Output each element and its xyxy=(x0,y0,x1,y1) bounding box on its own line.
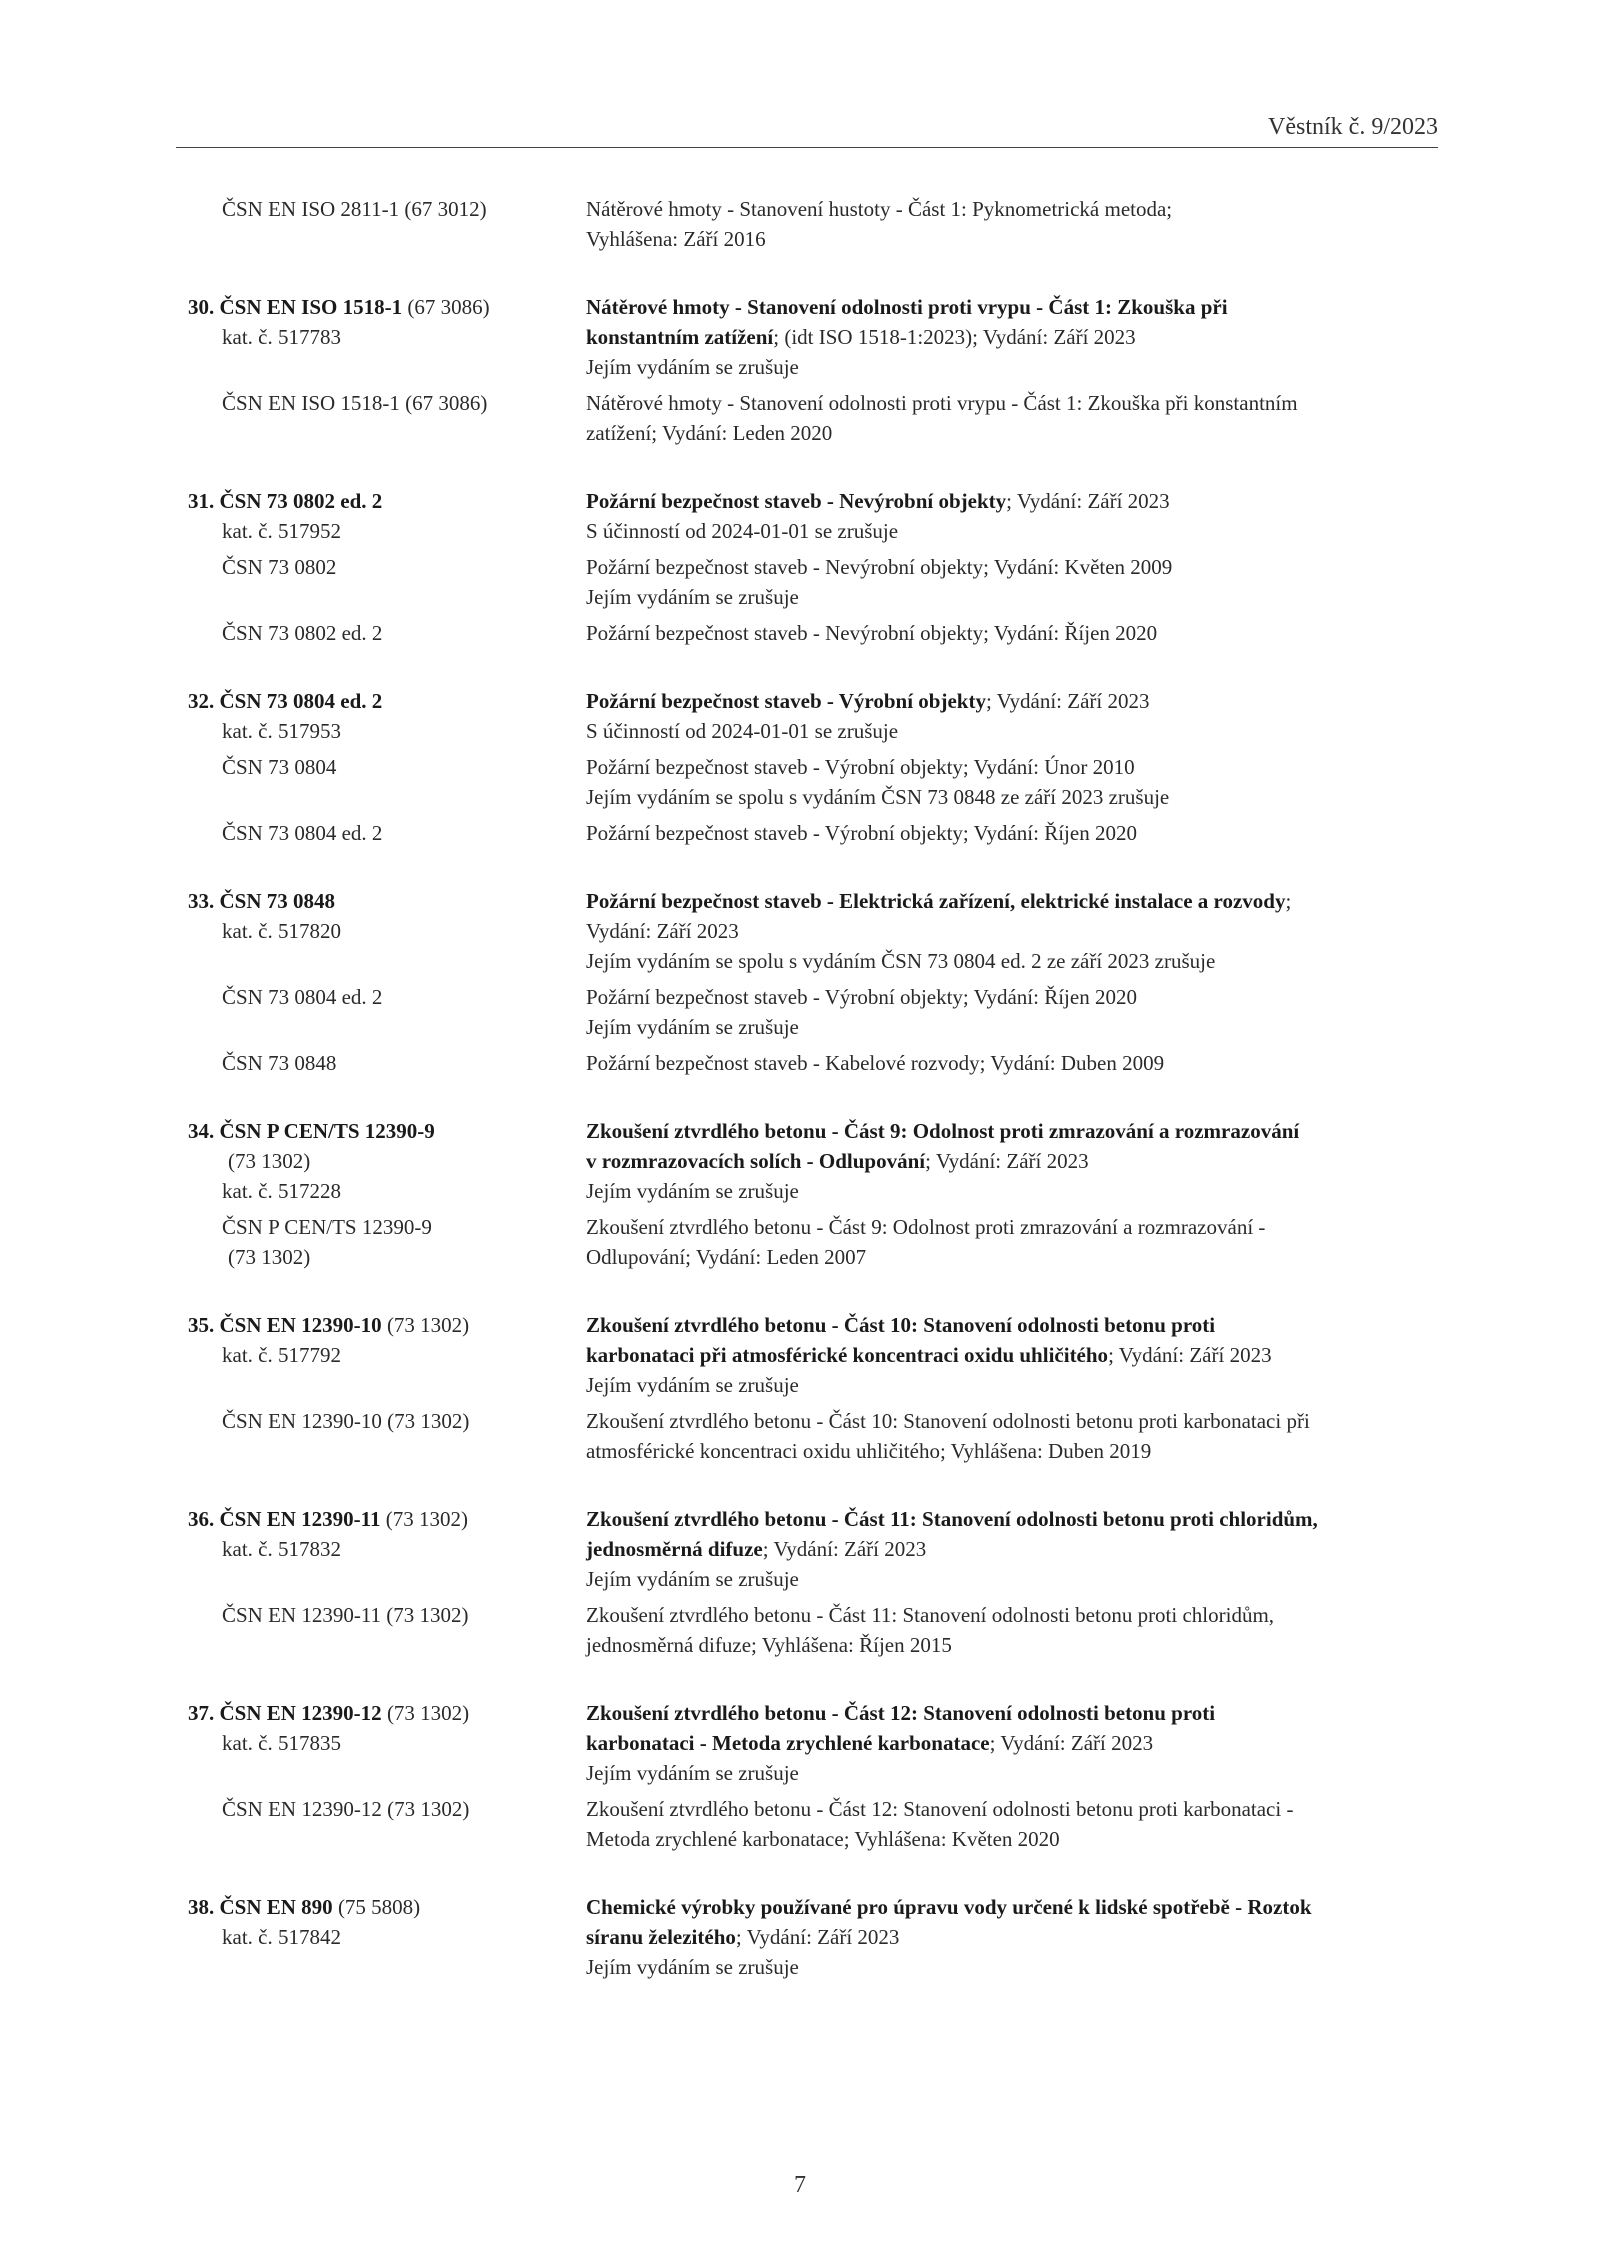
standard-code xyxy=(176,686,586,746)
entry-34 xyxy=(176,1116,1438,1272)
standard-description: Požární bezpečnost staveb - Nevýrobní objekty; Vydání: Září 2023 S účinností od 2024-01-01 se zrušuje xyxy=(586,489,1170,543)
withdrawn-standard-row: ČSN EN ISO 1518-1 (67 3086) Nátěrové hmoty - Stanovení odolnosti proti vrypu - Část 1: Zkouška při konstantním zatížení; Vydání: Leden 2020 xyxy=(222,391,1298,445)
standard-description: Zkoušení ztvrdlého betonu - Část 11: Stanovení odolnosti betonu proti chloridům, jednosměrná difuze; Vydání: Září 2023 Jejím vydáním se zrušuje xyxy=(586,1507,1318,1591)
new-standard-row xyxy=(176,486,1438,546)
entry-32 xyxy=(176,686,1438,848)
page-header xyxy=(176,112,1438,148)
entry-continuation xyxy=(176,194,1438,254)
entry-number-code: 37. ČSN EN 12390-12 xyxy=(188,1701,382,1725)
new-standard-row xyxy=(176,1504,1438,1594)
withdrawn-standard-row xyxy=(176,194,1438,254)
withdrawn-standard-row: ČSN 73 0804 Požární bezpečnost staveb - Výrobní objekty; Vydání: Únor 2010 Jejím vydáním se spolu s vydáním ČSN 73 0848 ze září 2023 zrušuje xyxy=(222,755,1170,809)
standard-code xyxy=(176,886,586,976)
standard-code: 38. ČSN EN 890 (75 5808) kat. č. 517842 xyxy=(176,1892,586,1982)
new-standard-row xyxy=(176,1116,1438,1206)
standard-description: Zkoušení ztvrdlého betonu - Část 10: Stanovení odolnosti betonu proti karbonataci při atmosférické koncentraci oxidu uhličitého; Vydání: Září 2023 Jejím vydáním se zrušuje xyxy=(586,1313,1272,1397)
catalog-number: kat. č. 517783 xyxy=(222,325,341,349)
withdrawn-standard-row: ČSN EN 12390-11 (73 1302) Zkoušení ztvrdlého betonu - Část 11: Stanovení odolnosti betonu proti chloridům, jednosměrná difuze; Vyhlášena: Říjen 2015 xyxy=(222,1603,1275,1657)
entry-number-code: 32. ČSN 73 0804 ed. 2 xyxy=(188,689,383,713)
standard-code xyxy=(176,1116,586,1206)
standard-description: Zkoušení ztvrdlého betonu - Část 12: Stanovení odolnosti betonu proti karbonataci - Metoda zrychlené karbonatace; Vydání: Září 2023 Jejím vydáním se zrušuje xyxy=(586,1701,1216,1785)
standard-description: Zkoušení ztvrdlého betonu - Část 9: Odolnost proti zmrazování a rozmrazování v rozmrazovacích solích - Odlupování; Vydání: Září 2023 Jejím vydáním se zrušuje xyxy=(586,1119,1300,1203)
catalog-number: kat. č. 517952 xyxy=(222,519,341,543)
withdrawn-standard-row: ČSN EN 12390-10 (73 1302) Zkoušení ztvrdlého betonu - Část 10: Stanovení odolnosti betonu proti karbonataci při atmosférické koncentraci oxidu uhličitého; Vyhlášena: Duben 2019 xyxy=(222,1409,1310,1463)
entry-number-code: 35. ČSN EN 12390-10 xyxy=(188,1313,382,1337)
new-standard-row xyxy=(176,886,1438,976)
entry-number-code: 34. ČSN P CEN/TS 12390-9 xyxy=(188,1119,435,1143)
standard-code: 36. ČSN EN 12390-11 (73 1302) kat. č. 517832 xyxy=(176,1504,586,1594)
withdrawn-standard-row: ČSN 73 0802 ed. 2 Požární bezpečnost staveb - Nevýrobní objekty; Vydání: Říjen 2020 xyxy=(222,621,1158,645)
standard-description: Požární bezpečnost staveb - Elektrická zařízení, elektrické instalace a rozvody; Vydání: Září 2023 Jejím vydáním se spolu s vydáním ČSN 73 0804 ed. 2 ze září 2023 zrušuje xyxy=(586,889,1292,973)
document-body xyxy=(176,194,1438,2020)
new-standard-row xyxy=(176,1310,1438,1400)
standard-description: Chemické výrobky používané pro úpravu vody určené k lidské spotřebě - Roztok síranu železitého; Vydání: Září 2023 Jejím vydáním se zrušuje xyxy=(586,1895,1312,1979)
catalog-number: kat. č. 517832 xyxy=(222,1537,341,1561)
entry-38 xyxy=(176,1892,1438,1982)
catalog-number: kat. č. 517953 xyxy=(222,719,341,743)
standard-description: Nátěrové hmoty - Stanovení hustoty - Část 1: Pyknometrická metoda; Vyhlášena: Září 2016 xyxy=(586,197,1173,251)
standard-code: 37. ČSN EN 12390-12 (73 1302) kat. č. 517835 xyxy=(176,1698,586,1788)
withdrawn-standard-row: ČSN P CEN/TS 12390-9 (73 1302) Zkoušení ztvrdlého betonu - Část 9: Odolnost proti zmrazování a rozmrazování - Odlupování; Vydání: Leden 2007 xyxy=(222,1215,1266,1269)
page-number: 7 xyxy=(794,2172,806,2198)
classification-code: (73 1302) xyxy=(228,1149,311,1173)
entry-number-code: 31. ČSN 73 0802 ed. 2 xyxy=(188,489,383,513)
entry-number-code: 36. ČSN EN 12390-11 xyxy=(188,1507,381,1531)
entry-30 xyxy=(176,292,1438,448)
catalog-number: kat. č. 517228 xyxy=(222,1179,341,1203)
standard-code: ČSN EN ISO 2811-1 (67 3012) xyxy=(222,197,487,221)
entry-number-code: 30. ČSN EN ISO 1518-1 xyxy=(188,295,403,319)
new-standard-row xyxy=(176,1892,1438,1982)
entry-number-code: 38. ČSN EN 890 xyxy=(188,1895,333,1919)
standard-code: 35. ČSN EN 12390-10 (73 1302) kat. č. 517792 xyxy=(176,1310,586,1400)
standard-description: Požární bezpečnost staveb - Výrobní objekty; Vydání: Září 2023 S účinností od 2024-01-01 se zrušuje xyxy=(586,689,1150,743)
standard-code: 30. ČSN EN ISO 1518-1 (67 3086) kat. č. 517783 xyxy=(176,292,586,382)
withdrawn-standard-row: ČSN 73 0802 Požární bezpečnost staveb - Nevýrobní objekty; Vydání: Květen 2009 Jejím vydáním se zrušuje xyxy=(222,555,1173,609)
entry-36 xyxy=(176,1504,1438,1660)
journal-title: Věstník č. 9/2023 xyxy=(1268,114,1438,140)
withdrawn-standard-row: ČSN 73 0848 Požární bezpečnost staveb - Kabelové rozvody; Vydání: Duben 2009 xyxy=(222,1051,1165,1075)
entry-31 xyxy=(176,486,1438,648)
catalog-number: kat. č. 517792 xyxy=(222,1343,341,1367)
entry-33 xyxy=(176,886,1438,1078)
entry-35 xyxy=(176,1310,1438,1466)
new-standard-row xyxy=(176,686,1438,746)
new-standard-row xyxy=(176,292,1438,382)
catalog-number: kat. č. 517820 xyxy=(222,919,341,943)
new-standard-row xyxy=(176,1698,1438,1788)
standard-description: Nátěrové hmoty - Stanovení odolnosti proti vrypu - Část 1: Zkouška při konstantním zatížení; (idt ISO 1518-1:2023); Vydání: Září 2023 Jejím vydáním se zrušuje xyxy=(586,295,1228,379)
withdrawn-standard-row: ČSN 73 0804 ed. 2 Požární bezpečnost staveb - Výrobní objekty; Vydání: Říjen 2020 xyxy=(222,821,1137,845)
catalog-number: kat. č. 517842 xyxy=(222,1925,341,1949)
withdrawn-standard-row: ČSN 73 0804 ed. 2 Požární bezpečnost staveb - Výrobní objekty; Vydání: Říjen 2020 Jejím vydáním se zrušuje xyxy=(222,985,1137,1039)
standard-code xyxy=(176,486,586,546)
entry-37 xyxy=(176,1698,1438,1854)
catalog-number: kat. č. 517835 xyxy=(222,1731,341,1755)
entry-number-code: 33. ČSN 73 0848 xyxy=(188,889,336,913)
withdrawn-standard-row: ČSN EN 12390-12 (73 1302) Zkoušení ztvrdlého betonu - Část 12: Stanovení odolnosti betonu proti karbonataci - Metoda zrychlené karbonatace; Vyhlášena: Květen 2020 xyxy=(222,1797,1294,1851)
